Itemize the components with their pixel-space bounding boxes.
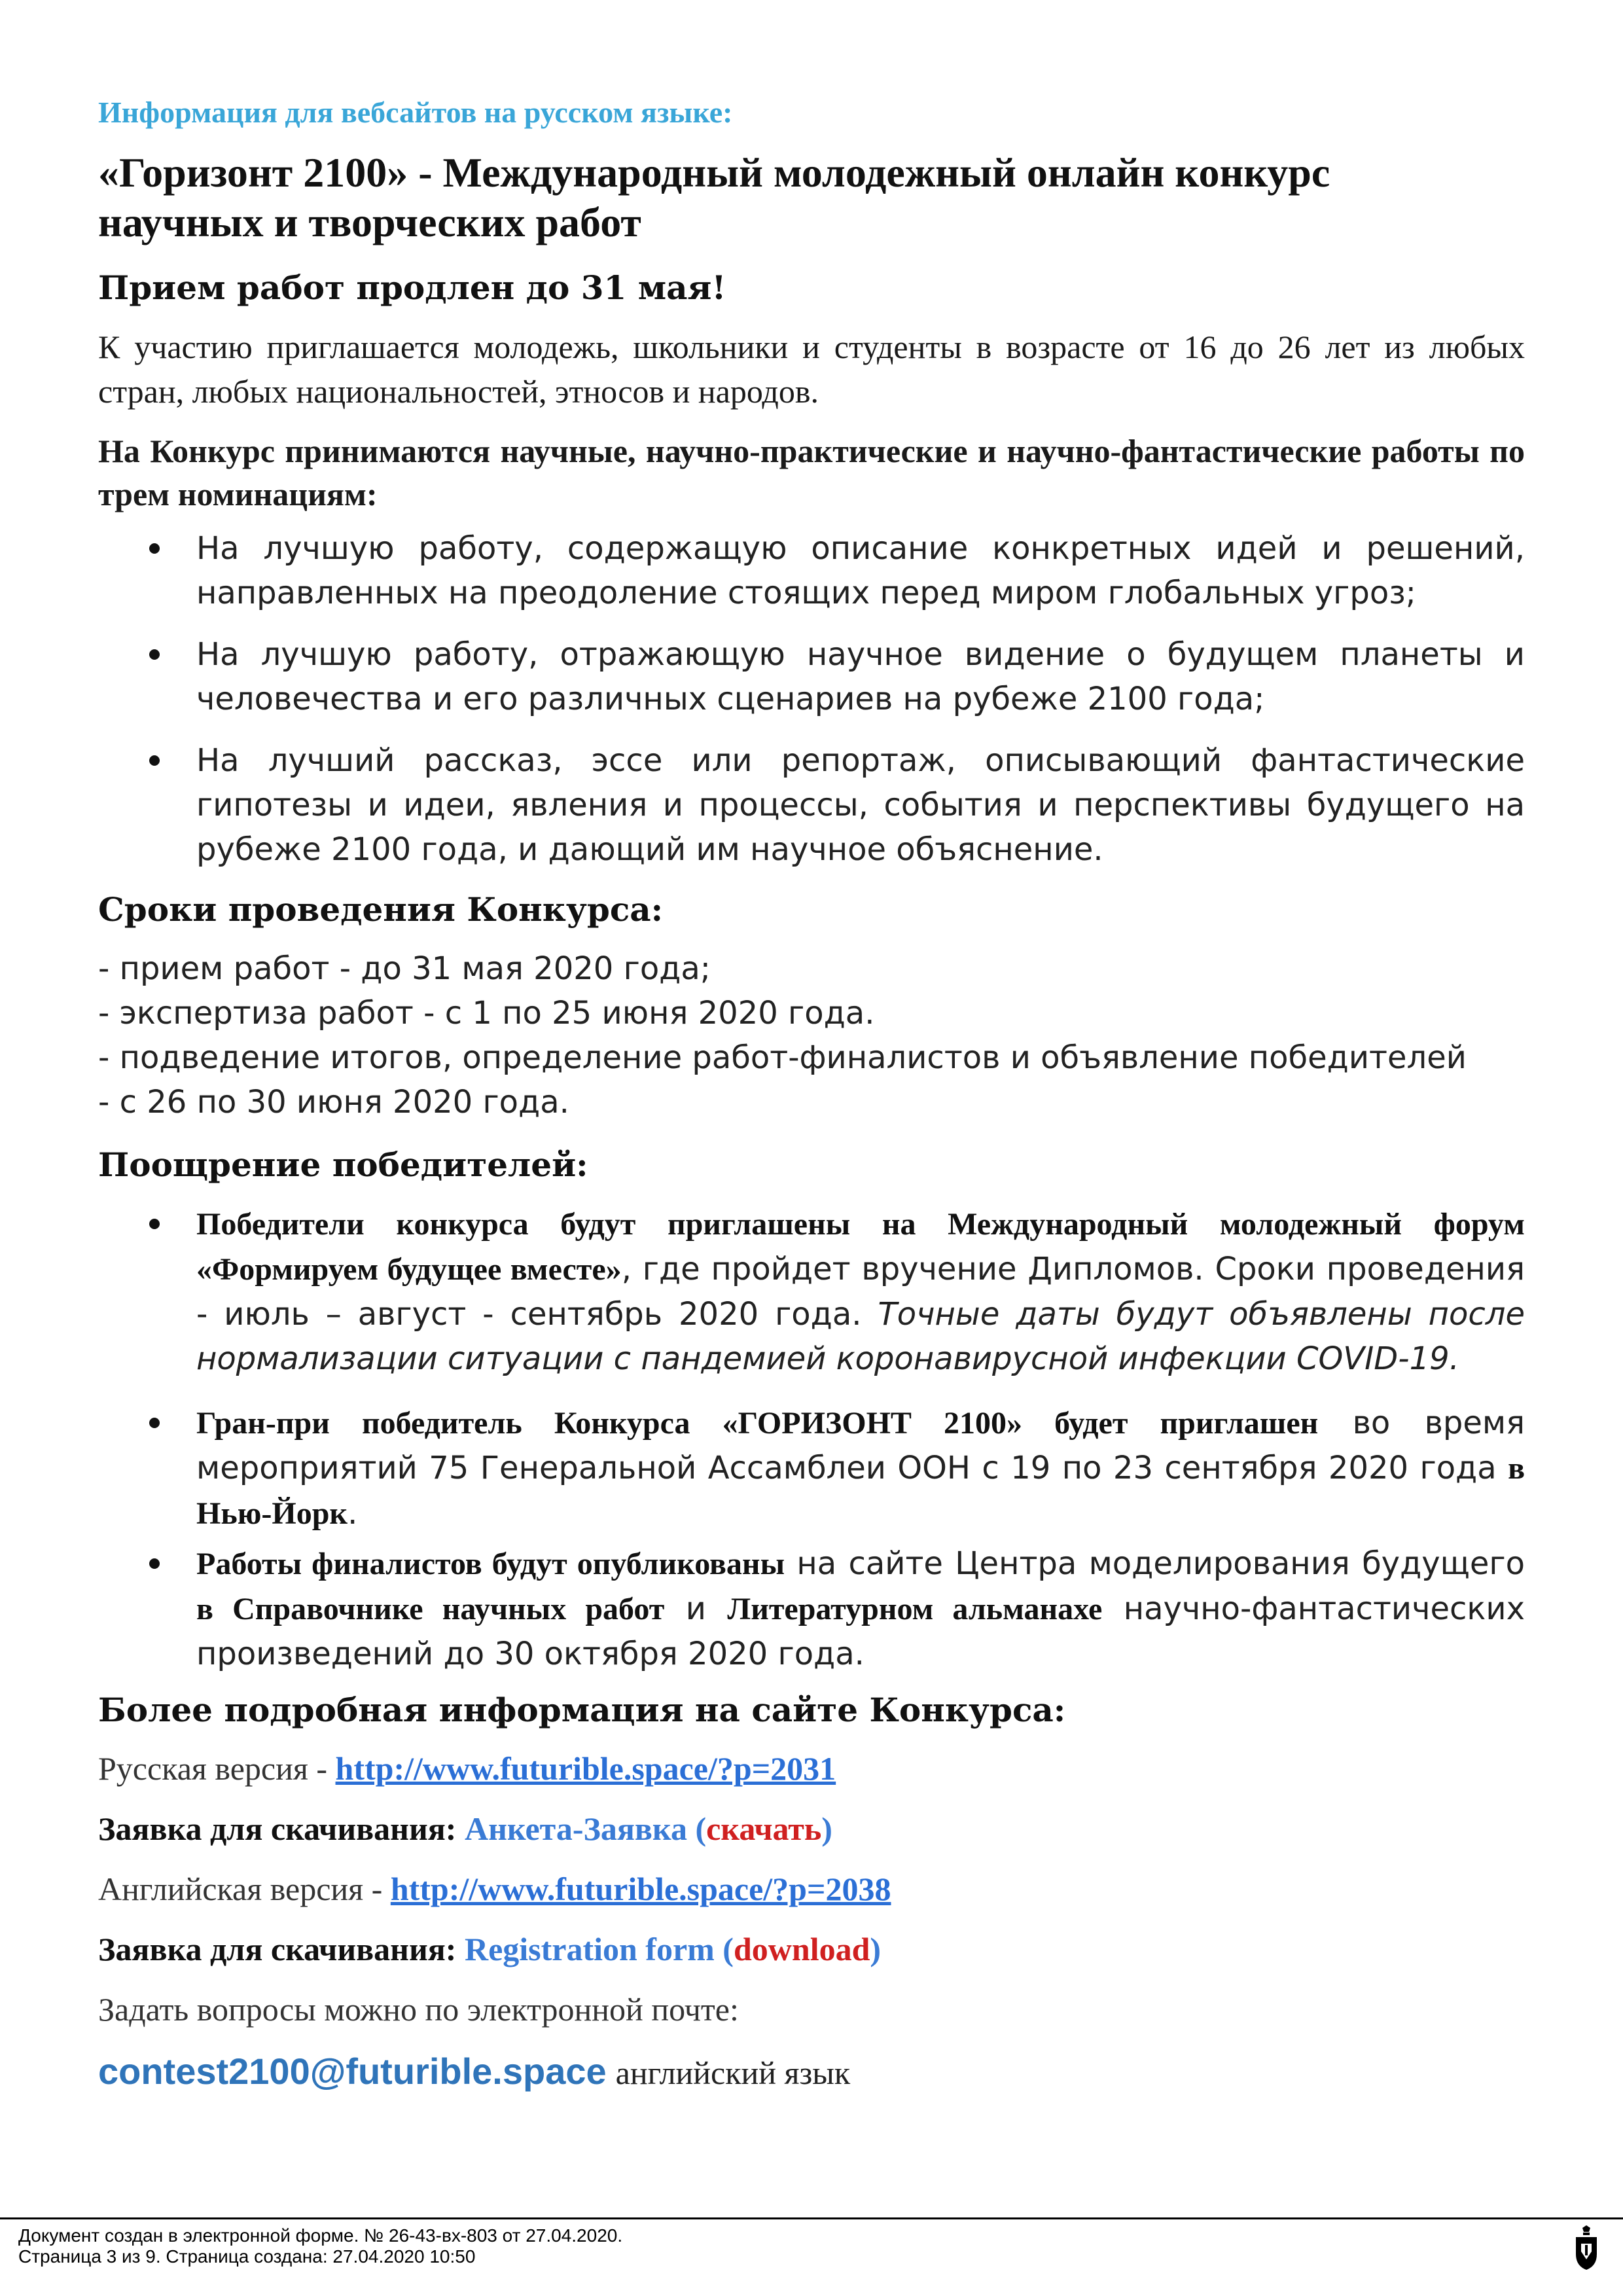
intro-paragraph: К участию приглашается молодежь, школьники и студенты в возрасте от 16 до 26 лет из любых стран, любых национальностей, этносов и народов. (98, 329, 1525, 410)
email-link[interactable]: contest2100@futurible.space (98, 2051, 607, 2092)
bullet-icon (149, 755, 160, 766)
en-version-line: Английская версия - http://www.futurible.space/?p=2038 (98, 1871, 891, 1907)
form-en-label: Registration form ( (464, 1931, 734, 1967)
email-note: английский язык (615, 2054, 851, 2091)
nominations-intro: На Конкурс принимаются научные, научно-практические и научно-фантастические работы по трем номинациям: (98, 433, 1525, 512)
nomination-item: На лучший рассказ, эссе или репортаж, описывающий фантастические гипотезы и идеи, явления и процессы, события и перспективы будущего на рубеже 2100 года, и дающий им научное объяснение. (98, 738, 1525, 872)
bullet-icon (149, 1219, 160, 1229)
download-en-link[interactable]: download (733, 1931, 870, 1967)
title-line-2: научных и творческих работ (98, 199, 641, 245)
awards-list (98, 1202, 1525, 1676)
title-line-1: «Горизонт 2100» - Международный молодежный онлайн конкурс (98, 149, 1330, 196)
bullet-icon (149, 649, 160, 660)
questions-line: Задать вопросы можно по электронной почте: (98, 1991, 739, 2028)
schedule-list (98, 946, 1525, 1124)
footer-line-1: Документ создан в электронной форме. № 26-43-вх-803 от 27.04.2020. (18, 2225, 623, 2246)
more-info-heading: Более подробная информация на сайте Конкурса: (98, 1691, 1066, 1729)
nomination-item: На лучшую работу, содержащую описание конкретных идей и решений, направленных на преодоление стоящих перед миром глобальных угроз; (98, 526, 1525, 615)
email-line (98, 2048, 1525, 2096)
nominations-list (98, 526, 1525, 872)
document-page (98, 95, 1525, 2096)
schedule-heading: Сроки проведения Конкурса: (98, 890, 664, 929)
form-ru-label: Анкета-Заявка ( (464, 1810, 707, 1847)
award-item: Работы финалистов будут опубликованы на сайте Центра моделирования будущего в Справочнике научных работ и Литературном альманахе научно-фантастических произведений до 30 октября 2020 года. (98, 1541, 1525, 1676)
download-line-ru: Заявка для скачивания: Анкета-Заявка (скачать) (98, 1810, 832, 1847)
footer-line-2: Страница 3 из 9. Страница создана: 27.04.2020 10:50 (18, 2246, 476, 2267)
footer-divider (0, 2217, 1623, 2219)
crest-icon (1573, 2225, 1599, 2271)
en-version-link[interactable]: http://www.futurible.space/?p=2038 (390, 1871, 891, 1907)
download-line-en: Заявка для скачивания: Registration form (download) (98, 1931, 882, 1967)
document-title (98, 148, 1525, 247)
awards-heading: Поощрение победителей: (98, 1145, 588, 1184)
header-note: Информация для вебсайтов на русском языке: (98, 96, 733, 129)
schedule-item: - экспертиза работ - с 1 по 25 июня 2020 года. (98, 995, 875, 1031)
download-ru-link[interactable]: скачать (706, 1810, 822, 1847)
award-item: Гран-при победитель Конкурса «ГОРИЗОНТ 2100» будет приглашен во время мероприятий 75 Генеральной Ассамблеи ООН с 19 по 23 сентября 2020 года в Нью-Йорк. (98, 1401, 1525, 1536)
nomination-item: На лучшую работу, отражающую научное видение о будущем планеты и человечества и его различных сценариев на рубеже 2100 года; (98, 632, 1525, 721)
footer-stamp (18, 2225, 622, 2267)
ru-version-line: Русская версия - http://www.futurible.space/?p=2031 (98, 1750, 836, 1787)
schedule-item: - прием работ - до 31 мая 2020 года; (98, 950, 711, 987)
award-item: Победители конкурса будут приглашены на Международный молодежный форум «Формируем будущее вместе», где пройдет вручение Дипломов. Сроки проведения - июль – август - сентябрь 2020 года. Точные даты будут объявлены после нормализации ситуации с пандемией коронавирусной инфекции COVID-19. (98, 1202, 1525, 1381)
bullet-icon (149, 1418, 160, 1428)
deadline-notice: Прием работ продлен до 31 мая! (98, 268, 726, 307)
ru-version-link[interactable]: http://www.futurible.space/?p=2031 (335, 1750, 836, 1787)
bullet-icon (149, 543, 160, 554)
schedule-item: - с 26 по 30 июня 2020 года. (98, 1084, 569, 1121)
schedule-item: - подведение итогов, определение работ-финалистов и объявление победителей (98, 1039, 1467, 1076)
bullet-icon (149, 1558, 160, 1569)
